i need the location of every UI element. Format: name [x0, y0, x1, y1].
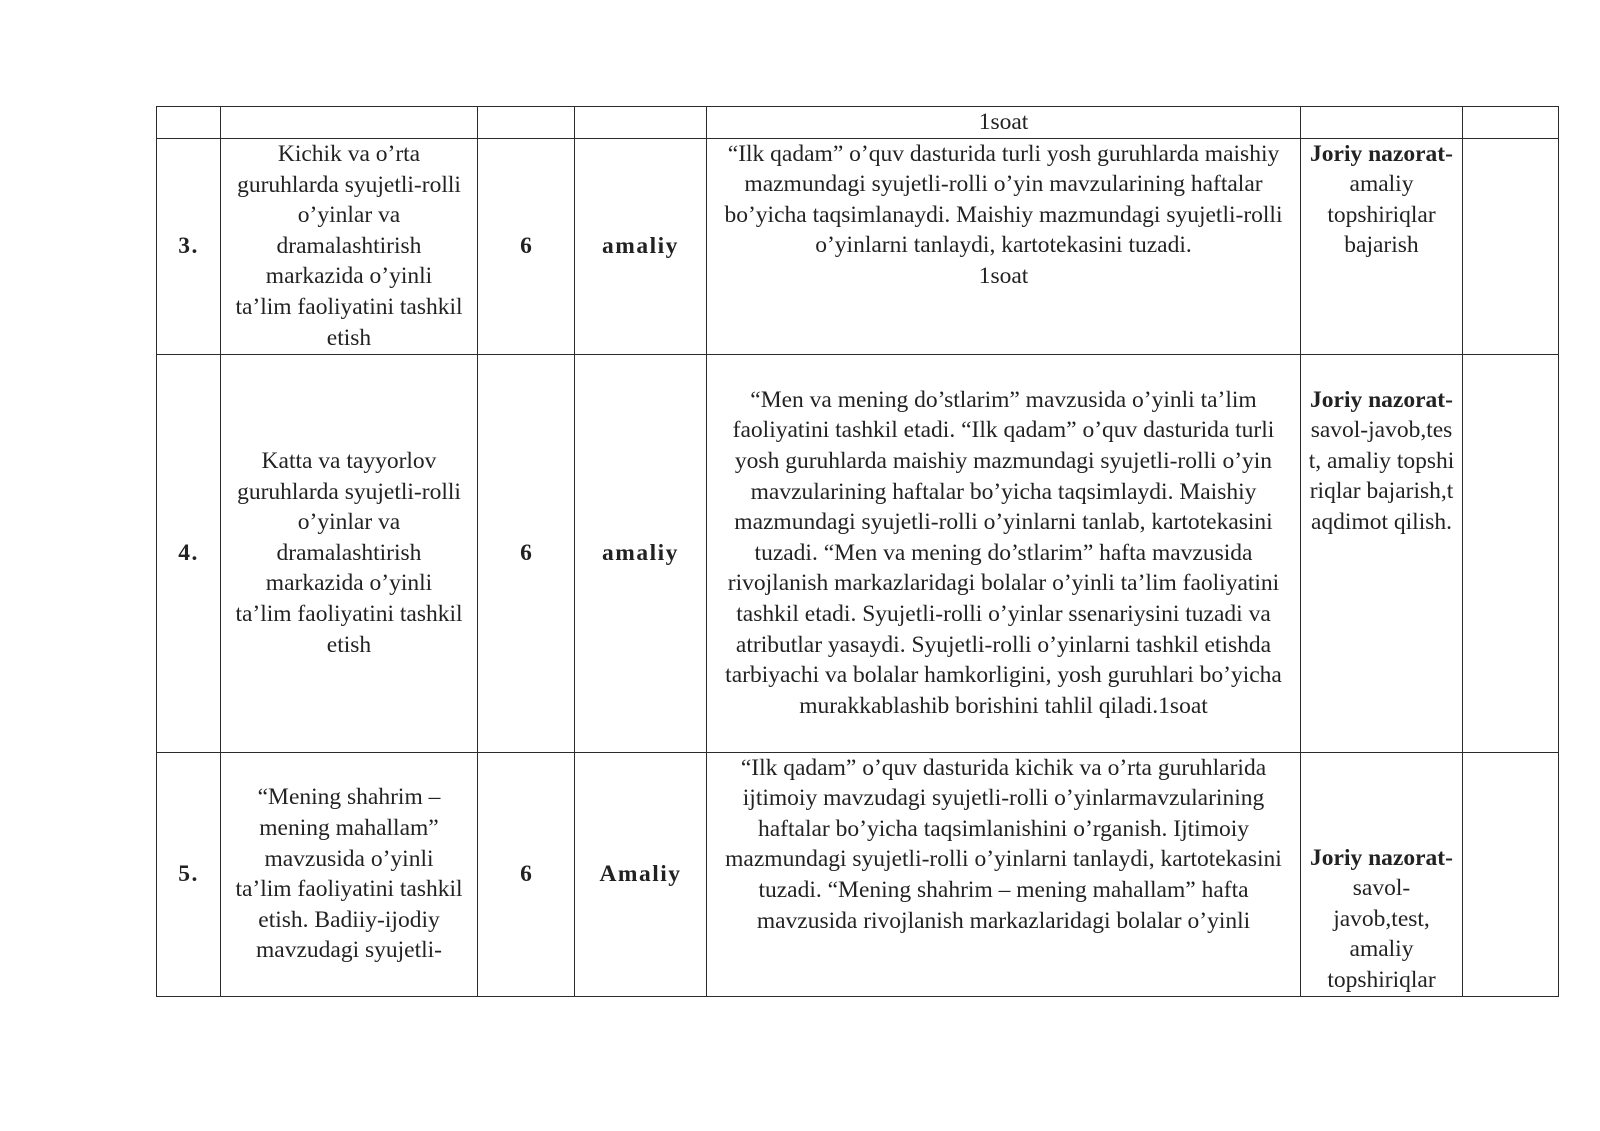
course-plan-table — [156, 106, 1559, 997]
table-row — [157, 354, 1559, 752]
topic-cell: “Mening shahrim – mening mahallam” mavzusida o’yinli ta’lim faoliyatini tashkil etish. Badiiy-ijodiy mavzudagi syujetli- — [221, 752, 478, 996]
description-cell: “Men va mening do’stlarim” mavzusida o’yinli ta’lim faoliyatini tashkil etadi. “Ilk qadam” o’quv dasturida turli yosh guruhlarda maishiy mazmundagi syujetli-rolli o’yin mavzularining haftalar bo’yicha taqsimlaydi. Maishiy mazmundagi syujetli-rolli o’yinlarni tanlab, kartotekasini tuzadi. “Men va mening do’stlarim” hafta mavzusida rivojlanish markazlaridagi bolalar o’yinli ta’lim faoliyatini tashkil etadi. Syujetli-rolli o’yinlar ssenariysini tuzadi va atributlar yasaydi. Syujetli-rolli o’yinlarni tashkil etishda tarbiyachi va bolalar hamkorligini, yosh guruhlari bo’yicha murakkablashib borishini tahlil qiladi.1soat — [707, 354, 1301, 752]
extra-cell — [1463, 354, 1559, 752]
control-text: amaliy topshiriqlar bajarish — [1327, 171, 1436, 259]
table-row — [157, 138, 1559, 354]
control-cell — [1301, 752, 1463, 996]
control-cell — [1301, 107, 1463, 139]
description-cell: “Ilk qadam” o’quv dasturida kichik va o’rta guruhlarida ijtimoiy mavzudagi syujetli-rolli o’yinlarmavzularining haftalar bo’yicha taqsimlanishini o’rganish. Ijtimoiy mazmundagi syujetli-rolli o’yinlarni tanlaydi, kartotekasini tuzadi. “Mening shahrim – mening mahallam” hafta mavzusida rivojlanish markazlaridagi bolalar o’yinli — [707, 752, 1301, 996]
extra-cell — [1463, 138, 1559, 354]
hours-cell — [478, 107, 575, 139]
control-cell — [1301, 138, 1463, 354]
control-title: Joriy nazorat- — [1310, 140, 1453, 167]
topic-cell: Kichik va o’rta guruhlarda syujetli-rolli o’yinlar va dramalashtirish markazida o’yinli ta’lim faoliyatini tashkil etish — [221, 138, 478, 354]
topic-cell: Katta va tayyorlov guruhlarda syujetli-rolli o’yinlar va dramalashtirish markazida o’yinli ta’lim faoliyatini tashkil etish — [221, 354, 478, 752]
description-cell: 1soat — [707, 107, 1301, 139]
number-cell: 3. — [157, 138, 221, 354]
type-cell: Amaliy — [575, 752, 707, 996]
control-text: savol-javob,test, amaliy topshiriqlar bajarish,taqdimot qilish. — [1308, 417, 1455, 535]
number-cell: 4. — [157, 354, 221, 752]
control-text: savol-javob,test, amaliy topshiriqlar — [1327, 875, 1436, 993]
topic-cell — [221, 107, 478, 139]
control-cell — [1301, 354, 1463, 752]
control-title: Joriy nazorat- — [1310, 386, 1453, 413]
table-row — [157, 752, 1559, 996]
control-title: Joriy nazorat- — [1310, 844, 1453, 871]
hours-cell: 6 — [478, 752, 575, 996]
extra-cell — [1463, 107, 1559, 139]
number-cell: 5. — [157, 752, 221, 996]
type-cell: amaliy — [575, 138, 707, 354]
number-cell — [157, 107, 221, 139]
description-cell: “Ilk qadam” o’quv dasturida turli yosh guruhlarda maishiy mazmundagi syujetli-rolli o’yin mavzularining haftalar bo’yicha taqsimlanaydi. Maishiy mazmundagi syujetli-rolli o’yinlarni tanlaydi, kartotekasini tuzadi. 1soat — [707, 138, 1301, 354]
hours-cell: 6 — [478, 354, 575, 752]
type-cell: amaliy — [575, 354, 707, 752]
table-row — [157, 107, 1559, 139]
hours-cell: 6 — [478, 138, 575, 354]
type-cell — [575, 107, 707, 139]
extra-cell — [1463, 752, 1559, 996]
